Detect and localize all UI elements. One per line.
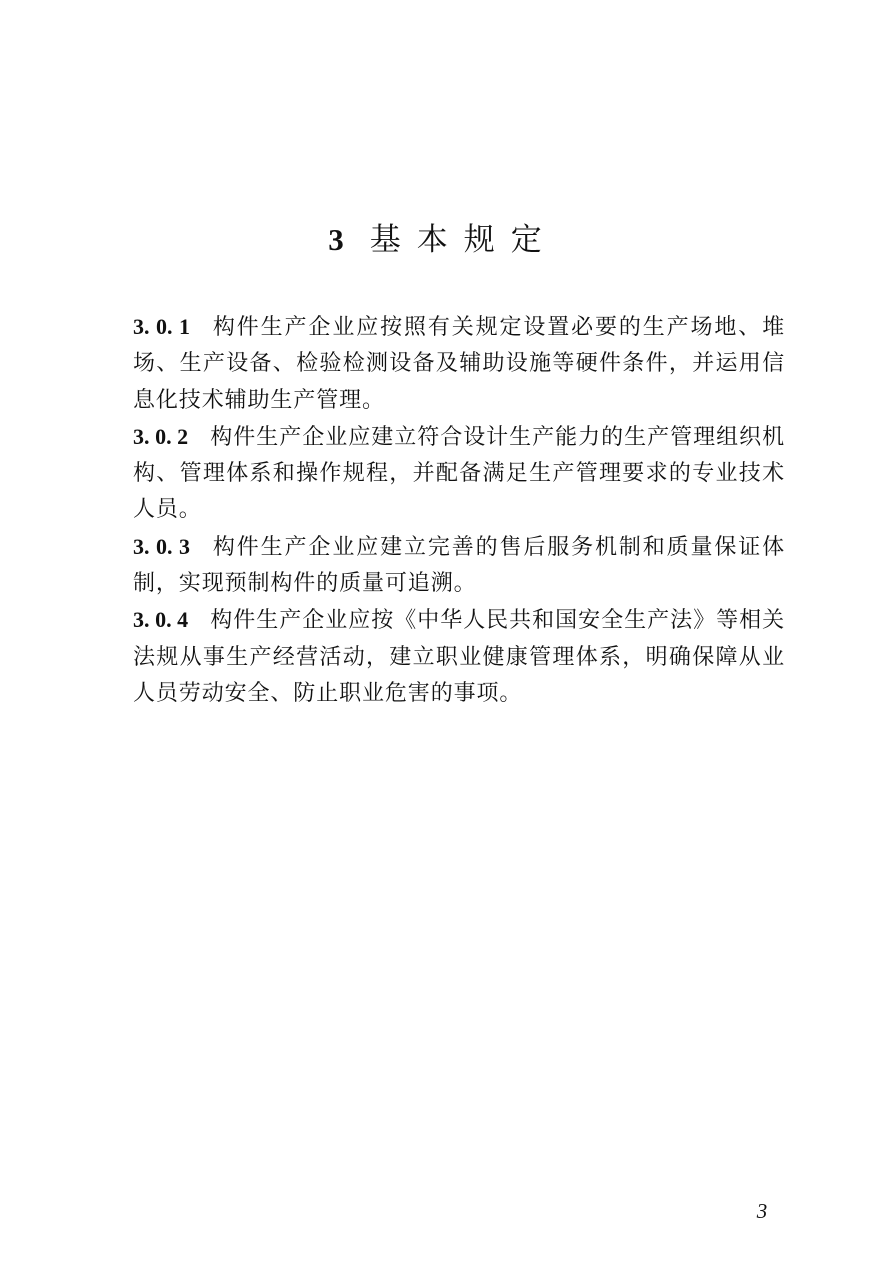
clause-3-0-3 (133, 529, 785, 603)
page-number: 3 (756, 1199, 768, 1223)
clause-text: 构件生产企业应按照有关规定设置必要的生产场地、堆场、生产设备、检验检测设备及辅助设施等硬件条件，并运用信息化技术辅助生产管理。 (133, 315, 785, 413)
clause-number: 3. 0. 2 (133, 423, 189, 449)
clause-list (133, 309, 785, 712)
clause-number: 3. 0. 1 (133, 314, 190, 339)
clause-3-0-2 (133, 419, 785, 529)
chapter-title-text: 基本规定 (369, 222, 558, 258)
chapter-title (0, 220, 886, 260)
clause-text: 构件生产企业应按《中华人民共和国安全生产法》等相关法规从事生产经营活动，建立职业健康管理体系，明确保障从业人员劳动安全、防止职业危害的事项。 (133, 608, 785, 706)
clause-number: 3. 0. 4 (133, 607, 189, 633)
chapter-number: 3 (328, 222, 344, 257)
clause-text: 构件生产企业应建立完善的售后服务机制和质量保证体制，实现预制构件的质量可追溯。 (133, 534, 785, 597)
clause-number: 3. 0. 3 (133, 533, 190, 559)
clause-3-0-4 (133, 602, 785, 712)
clause-3-0-1 (133, 309, 785, 419)
clause-text: 构件生产企业应建立符合设计生产能力的生产管理组织机构、管理体系和操作规程，并配备满足生产管理要求的专业技术人员。 (133, 424, 785, 523)
